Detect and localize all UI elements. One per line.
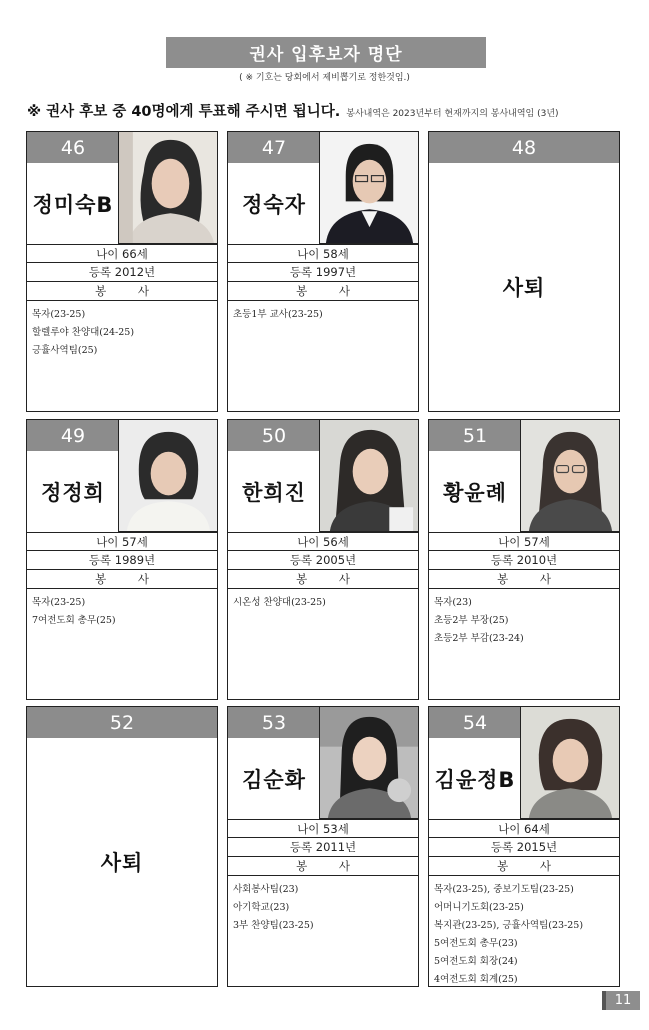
candidate-name: 정미숙B <box>32 192 114 217</box>
candidate-registration: 등록 2011년 <box>228 838 418 857</box>
candidate-photo <box>319 420 418 532</box>
service-item: 목자(23) <box>434 597 472 608</box>
candidate-registration: 등록 1997년 <box>228 263 418 282</box>
candidate-name: 황윤례 <box>443 480 507 505</box>
service-header: 봉 사 <box>228 857 418 876</box>
candidate-number: 47 <box>228 132 320 163</box>
service-item: 목자(23-25), 중보기도팀(23-25) <box>434 884 574 895</box>
service-header: 봉 사 <box>429 857 619 876</box>
service-list <box>228 301 418 324</box>
candidate-number: 50 <box>228 420 320 451</box>
service-list <box>27 301 217 360</box>
candidate-card-54 <box>428 706 620 987</box>
service-item: 7여전도회 총무(25) <box>32 615 116 626</box>
candidate-photo <box>319 132 418 244</box>
candidate-age: 나이 53세 <box>228 819 418 838</box>
candidate-card-51 <box>428 419 620 700</box>
service-item: 어머니기도회(23-25) <box>434 902 524 913</box>
service-period-note: 봉사내역은 2023년부터 현재까지의 봉사내역임 (3년) <box>346 109 559 119</box>
candidate-card-46 <box>26 131 218 412</box>
instruction-line <box>27 100 559 121</box>
page-number: 11 <box>602 991 640 1010</box>
candidate-age: 나이 57세 <box>429 532 619 551</box>
candidate-age: 나이 58세 <box>228 244 418 263</box>
service-item: 3부 찬양팀(23-25) <box>233 920 314 931</box>
service-item: 초등2부 부장(25) <box>434 615 509 626</box>
candidate-age: 나이 56세 <box>228 532 418 551</box>
candidate-registration: 등록 1989년 <box>27 551 217 570</box>
candidate-number: 48 <box>429 132 619 163</box>
candidate-number: 52 <box>27 707 217 738</box>
candidate-registration: 등록 2012년 <box>27 263 217 282</box>
service-header: 봉 사 <box>27 570 217 589</box>
candidate-number: 49 <box>27 420 119 451</box>
candidate-name: 정숙자 <box>242 192 306 217</box>
service-item: 4여전도회 회계(25) <box>434 974 518 985</box>
service-list <box>27 589 217 630</box>
service-header: 봉 사 <box>27 282 217 301</box>
candidate-card-50 <box>227 419 419 700</box>
service-list <box>429 589 619 648</box>
candidate-number: 54 <box>429 707 521 738</box>
service-item: 초등1부 교사(23-25) <box>233 309 323 320</box>
service-item: 아기학교(23) <box>233 902 290 913</box>
candidate-card-48 <box>428 131 620 412</box>
candidate-photo <box>520 707 619 819</box>
candidate-photo <box>319 707 418 819</box>
candidate-name: 김윤정B <box>434 767 516 792</box>
service-item: 5여전도회 회장(24) <box>434 956 518 967</box>
page-title: 권사 입후보자 명단 <box>166 37 486 68</box>
candidate-age: 나이 57세 <box>27 532 217 551</box>
service-item: 목자(23-25) <box>32 309 86 320</box>
service-item: 긍휼사역팀(25) <box>32 345 98 356</box>
service-item: 목자(23-25) <box>32 597 86 608</box>
service-header: 봉 사 <box>429 570 619 589</box>
candidate-card-47 <box>227 131 419 412</box>
candidate-number: 53 <box>228 707 320 738</box>
service-item: 복지관(23-25), 긍휼사역팀(23-25) <box>434 920 584 931</box>
service-list <box>228 589 418 612</box>
candidate-card-53 <box>227 706 419 987</box>
service-list <box>429 876 619 989</box>
candidate-photo <box>118 420 217 532</box>
candidate-card-52 <box>26 706 218 987</box>
retired-label: 사퇴 <box>502 276 546 300</box>
candidate-photo <box>118 132 217 244</box>
candidate-age: 나이 66세 <box>27 244 217 263</box>
candidate-name: 김순화 <box>242 767 306 792</box>
vote-instruction: ※ 권사 후보 중 40명에게 투표해 주시면 됩니다. <box>27 104 341 120</box>
candidate-age: 나이 64세 <box>429 819 619 838</box>
service-item: 초등2부 부감(23-24) <box>434 633 524 644</box>
subtitle-note: ( ※ 기호는 당회에서 제비뽑기로 정한것임.) <box>239 73 410 83</box>
candidate-name: 정정희 <box>41 480 105 505</box>
service-item: 할렐루야 찬양대(24-25) <box>32 327 135 338</box>
retired-label: 사퇴 <box>100 851 144 875</box>
service-item: 5여전도회 총무(23) <box>434 938 518 949</box>
candidate-registration: 등록 2005년 <box>228 551 418 570</box>
candidate-photo <box>520 420 619 532</box>
service-item: 사회봉사팀(23) <box>233 884 299 895</box>
service-header: 봉 사 <box>228 570 418 589</box>
candidate-number: 46 <box>27 132 119 163</box>
candidate-registration: 등록 2010년 <box>429 551 619 570</box>
service-list <box>228 876 418 935</box>
candidate-card-49 <box>26 419 218 700</box>
candidate-registration: 등록 2015년 <box>429 838 619 857</box>
candidate-name: 한희진 <box>242 480 306 505</box>
service-item: 시온성 찬양대(23-25) <box>233 597 326 608</box>
service-header: 봉 사 <box>228 282 418 301</box>
candidate-number: 51 <box>429 420 521 451</box>
